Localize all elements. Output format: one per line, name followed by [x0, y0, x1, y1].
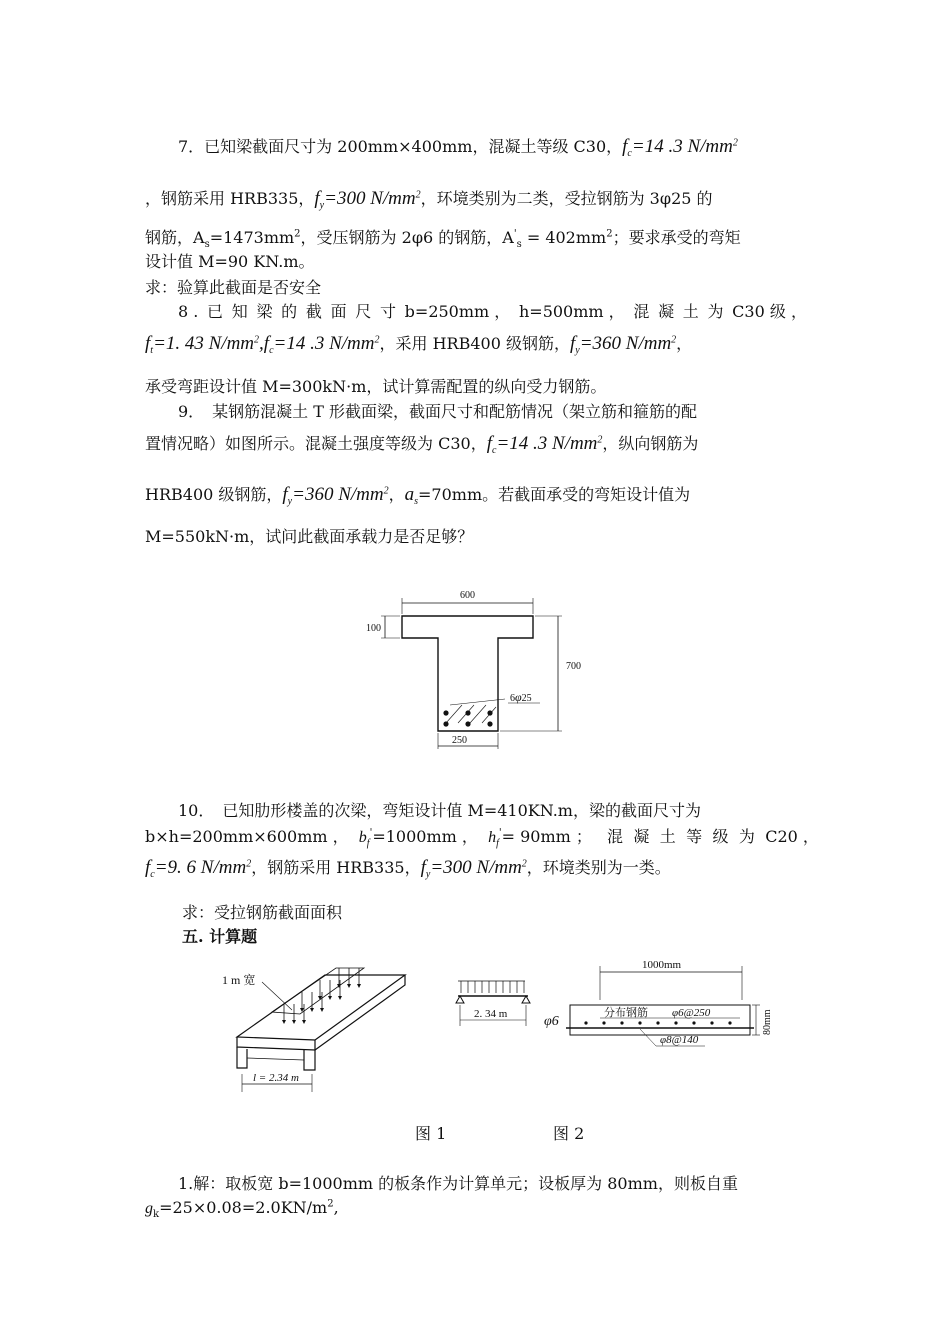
q8-line1: 8 . 已 知 梁 的 截 面 尺 寸 b=250mm ， h=500mm ， 混 凝 土 为 C30 级 ， — [178, 302, 807, 321]
q10-line4: 求：受拉钢筋截面面积 — [182, 903, 343, 922]
fig1-width-label: 1 m 宽 — [222, 973, 256, 987]
fig2-top-label: 1000mm — [642, 959, 682, 971]
q7-line2: ，钢筋采用 HRB335，$f_y=300$ $N/mm^2$，环境类别为二类，受拉钢筋为 3φ25 的 — [145, 188, 713, 212]
q8-line2: $f_t=1$. 43 $N/mm^2,f_c=14$ .3 $N/mm^2$，采用 HRB400 级钢筋，$f_y=360$ $N/mm^2$， — [145, 333, 693, 357]
dim-600-label: 600 — [460, 590, 475, 601]
caption-fig1: 图 1 — [415, 1124, 447, 1143]
q9-line1: 9． 某钢筋混凝土 T 形截面梁，截面尺寸和配筋情况（架立筋和箍筋的配 — [178, 402, 698, 421]
load-arrows — [284, 968, 359, 1020]
q10-line2: b×h=200mm×600mm ， $b_f'=1000mm$ ， $h_f'= 90mm$ ； 混 凝 土 等 级 为 C20 ， — [145, 827, 819, 850]
slab-section — [570, 1005, 750, 1035]
beam-left — [237, 1047, 247, 1068]
sol1-line2: $g_k=25\times 0.08=2.0KN/m^2$, — [145, 1198, 339, 1221]
dim-250-label: 250 — [452, 735, 467, 746]
q10-line1: 10． 已知肋形楼盖的次梁，弯矩设计值 M=410KN.m，梁的截面尺寸为 — [178, 801, 701, 820]
q9-line2: 置情况略）如图所示。混凝土强度等级为 C30，$f_c=14$ .3 $N/mm^2$，纵向钢筋为 — [145, 433, 699, 457]
q7-line4: 设计值 M=90 KN.m。 — [145, 252, 315, 271]
support-left — [456, 996, 464, 1003]
distribution-bars — [584, 1021, 731, 1024]
fig2-dist-label: 分布钢筋 — [604, 1007, 648, 1019]
rebar-label: 6φ25 — [510, 690, 532, 704]
q9-line4: M=550kN·m，试问此截面承载力是否足够？ — [145, 527, 474, 546]
sol1-line1: 1.解：取板宽 b=1000mm 的板条作为计算单元；设板厚为 80mm，则板自重 — [178, 1174, 738, 1193]
q7-line1: 7．已知梁截面尺寸为 200mm×400mm，混凝土等级 C30，$f_c=14$ .3 $N/mm^2$ — [178, 136, 738, 160]
t-beam-section-figure — [355, 585, 595, 750]
section-5-title: 五. 计算题 — [182, 927, 258, 946]
q7-line3: 钢筋，$A_s=1473mm^2$，受压钢筋为 2φ6 的钢筋，$A'_s = 402mm^2$；要求承受的弯矩 — [145, 228, 741, 251]
fig2-main-spec: φ8@140 — [660, 1034, 699, 1046]
beam-right — [304, 1050, 315, 1070]
q10-line2-spaced: 混 凝 土 等 级 为 C20 ， — [606, 827, 819, 846]
q10-line3: $f_c=9$. 6 $N/mm^2$，钢筋采用 HRB335，$f_y=300$ $N/mm^2$，环境类别为一类。 — [145, 857, 671, 881]
dim-100-label: 100 — [366, 623, 381, 634]
q8-line3: 承受弯距设计值 M=300kN·m，试计算需配置的纵向受力钢筋。 — [145, 377, 607, 396]
q9-line3: HRB400 级钢筋，$f_y=360$ $N/mm^2$，$a_s=70mm$。若截面承受的弯矩设计值为 — [145, 484, 691, 508]
fig1-span-label: l = 2.34 m — [253, 1072, 299, 1084]
figure-2-reinforcement — [540, 958, 780, 1063]
figure-1-beam-diagram — [450, 975, 535, 1030]
slab-top — [237, 975, 405, 1040]
fig2-dist-spec: φ6@250 — [672, 1007, 711, 1019]
fig2-phi-label: φ6 — [544, 1014, 559, 1029]
support-right — [522, 996, 530, 1003]
beam-span-label: 2. 34 m — [474, 1008, 508, 1020]
rebar-dots — [443, 710, 492, 726]
figure-1-slab — [215, 962, 415, 1097]
rebar-hatch — [446, 699, 505, 723]
caption-fig2: 图 2 — [553, 1124, 585, 1143]
fig2-thick-label: 80mm — [762, 1009, 773, 1035]
dim-700-label: 700 — [566, 661, 581, 672]
q7-line5: 求：验算此截面是否安全 — [145, 278, 322, 297]
